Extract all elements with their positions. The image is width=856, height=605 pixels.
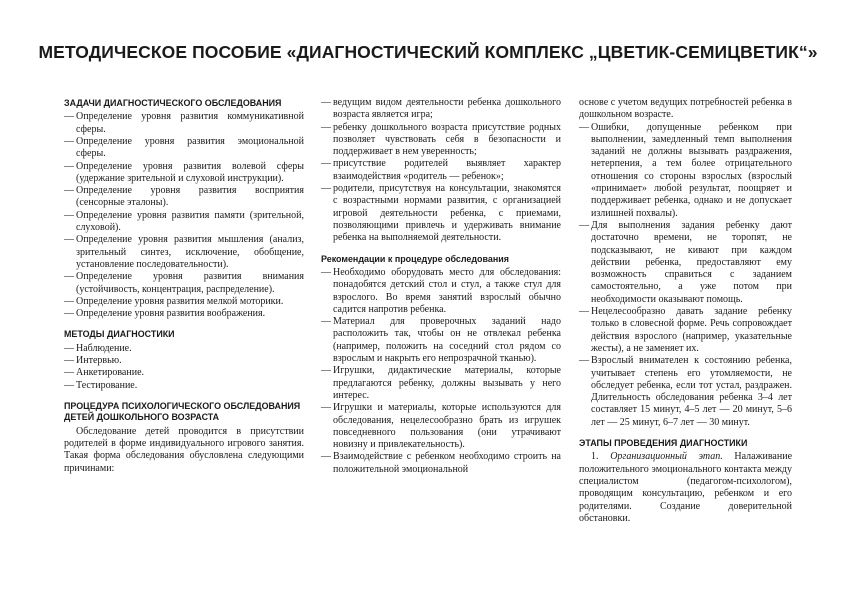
list-item: — присутствие родителей выявляет характер взаимодействия «родитель — ребенок»; bbox=[321, 158, 561, 183]
list-item: — Определение уровня развития восприятия (сенсорные эталоны). bbox=[64, 185, 304, 210]
list-item: — Взаимодействие с ребенком необходимо строить на положительной эмоциональной bbox=[321, 451, 561, 476]
list-item: — Нецелесообразно давать задание ребенку только в словесной форме. Речь сопровождает действия взрослого (например, указательные жесты), а не заменяет их. bbox=[579, 306, 792, 355]
continued-paragraph: основе с учетом ведущих потребностей ребенка в дошкольном возрасте. bbox=[579, 97, 792, 121]
recommendations-list bbox=[321, 267, 561, 476]
list-item: — родители, присутствуя на консультации, знакомятся с возрастными нормами развития, с организацией игровой деятельности ребенка, с приемами, позволяющими привлечь и удерживать внимание ребенка на выполняемой деятельности. bbox=[321, 183, 561, 244]
methods-heading: МЕТОДЫ ДИАГНОСТИКИ bbox=[64, 329, 175, 341]
column-middle bbox=[321, 97, 561, 476]
list-item: — Определение уровня развития эмоциональной сферы. bbox=[64, 136, 304, 161]
list-item: — ребенку дошкольного возраста присутствие родных позволяет чувствовать себя в безопасности и поддерживает в нем уверенность; bbox=[321, 122, 561, 159]
methods-list bbox=[64, 343, 304, 392]
list-item: — Взрослый внимателен к состоянию ребенка, учитывает степень его утомляемости, не обследует ребенка, если тот устал, раздражен. Длительность обследования ребенка 3–4 лет составляет 15 минут, 4–5 лет — 20 минут, 5–6 лет — 25 минут, 6–7 лет — 30 минут. bbox=[579, 355, 792, 429]
list-item: — Определение уровня развития памяти (зрительной, слуховой). bbox=[64, 210, 304, 235]
stages-heading: ЭТАПЫ ПРОВЕДЕНИЯ ДИАГНОСТИКИ bbox=[579, 438, 748, 450]
list-item: — Ошибки, допущенные ребенком при выполнении, замедленный темп выполнения заданий не должны вызывать раздражения, нетерпения, а тем более отрицательного отношения со стороны взрослых (взрослый «принимает» любой результат, поощряет и поддерживает ребенка, однако и не допускает излишней похвалы). bbox=[579, 122, 792, 220]
column-right bbox=[579, 97, 792, 525]
list-item: — Необходимо оборудовать место для обследования: понадобятся детский стол и стул, а также стул для взрослого. Во время занятий взрослый обычно садится напротив ребенка. bbox=[321, 267, 561, 316]
list-item: — Определение уровня развития коммуникативной сферы. bbox=[64, 111, 304, 136]
list-item: — Тестирование. bbox=[64, 380, 304, 392]
reasons-list bbox=[321, 97, 561, 245]
page-title: МЕТОДИЧЕСКОЕ ПОСОБИЕ «ДИАГНОСТИЧЕСКИЙ КОМПЛЕКС „ЦВЕТИК-СЕМИЦВЕТИК“» bbox=[38, 42, 818, 62]
stage-title: Организационный этап. bbox=[610, 451, 723, 463]
list-item: — Игрушки, дидактические материалы, которые предлагаются ребенку, должны вызывать у него интерес. bbox=[321, 365, 561, 402]
list-item: — Определение уровня развития волевой сферы (удержание зрительной и слуховой инструкции). bbox=[64, 161, 304, 186]
list-item: — Наблюдение. bbox=[64, 343, 304, 355]
procedure-heading: ПРОЦЕДУРА ПСИХОЛОГИЧЕСКОГО ОБСЛЕДОВАНИЯ ДЕТЕЙ ДОШКОЛЬНОГО ВОЗРАСТА bbox=[64, 401, 301, 424]
list-item: — ведущим видом деятельности ребенка дошкольного возраста является игра; bbox=[321, 97, 561, 122]
list-item: — Анкетирование. bbox=[64, 367, 304, 379]
tasks-list bbox=[64, 111, 304, 320]
column-left bbox=[64, 98, 304, 475]
list-item: — Определение уровня развития воображения. bbox=[64, 308, 304, 320]
stage-text: Налаживание положительного эмоционального контакта между специалистом (педагогом-психологом), проводящим консультацию, ребенком и его родителями. Создание доверительной обстановки. bbox=[579, 451, 793, 524]
stage-paragraph bbox=[579, 451, 792, 525]
recommendations-list-continued bbox=[579, 122, 792, 429]
list-item: — Интервью. bbox=[64, 355, 304, 367]
procedure-paragraph: Обследование детей проводится в присутствии родителей в форме индивидуального игрового занятия. Такая форма обследования обусловлена следующими причинами: bbox=[64, 425, 304, 474]
recommendations-heading: Рекомендации к процедуре обследования bbox=[321, 253, 509, 265]
list-item: — Определение уровня развития мелкой моторики. bbox=[64, 296, 304, 308]
list-item: — Игрушки и материалы, которые используются для обследования, нецелесообразно брать из игрушек повседневного пользования (они утрачивают новизну и привлекательность). bbox=[321, 402, 561, 451]
list-item: — Для выполнения задания ребенку дают достаточно времени, не торопят, не подсказывают, не кивают при каждом действии ребенка, предоставляют ему возможность справиться с заданием самостоятельно, а уже потом при необходимости оказывают помощь. bbox=[579, 220, 792, 306]
list-item: — Определение уровня развития мышления (анализ, зрительный синтез, исключение, обобщение, установление последовательности). bbox=[64, 234, 304, 271]
list-item: — Определение уровня развития внимания (устойчивость, концентрация, распределение). bbox=[64, 271, 304, 296]
tasks-heading: ЗАДАЧИ ДИАГНОСТИЧЕСКОГО ОБСЛЕДОВАНИЯ bbox=[64, 98, 282, 109]
stage-number: 1. bbox=[591, 451, 599, 463]
list-item: — Материал для проверочных заданий надо расположить так, чтобы он не отвлекал ребенка (например, положить на соседний стол рядом со взрослым и накрыть его непрозрачной тканью). bbox=[321, 316, 561, 365]
